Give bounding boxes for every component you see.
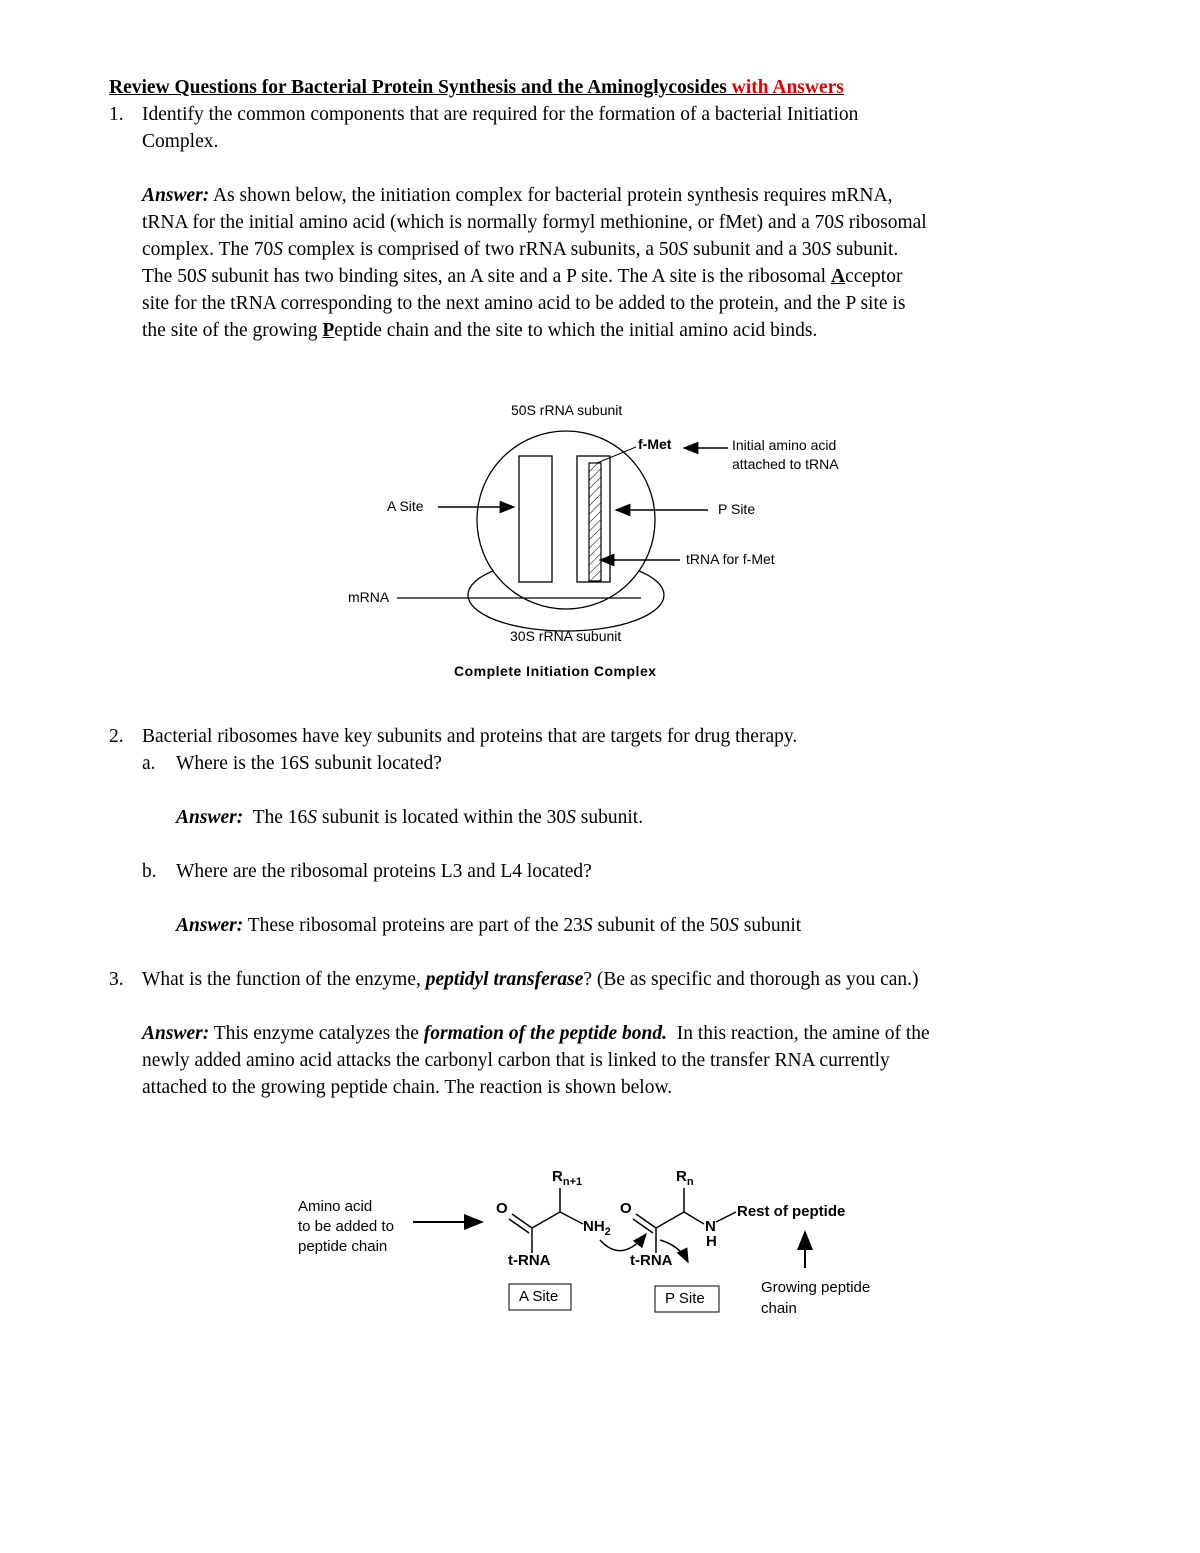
q2a-answer — [176, 804, 643, 831]
answer-text: eptide chain and the site to which the initial amino acid binds. — [334, 320, 818, 341]
r-symbol: R — [676, 1168, 687, 1185]
q2-number: 2. — [109, 726, 124, 747]
label-nh2 — [583, 1218, 611, 1238]
r-subscript: n+1 — [562, 1176, 583, 1188]
answer-italic: S — [821, 239, 832, 260]
q2b-question: Where are the ribosomal proteins L3 and L4 located? — [176, 861, 592, 882]
peptidyl-transferase: peptidyl transferase — [425, 969, 584, 990]
label-amino-3: peptide chain — [298, 1238, 388, 1255]
answer-text: In this reaction, the amine of the — [667, 1023, 930, 1044]
bond — [532, 1212, 560, 1228]
trna-fmet-shape — [589, 463, 601, 581]
q1-number: 1. — [109, 104, 124, 125]
label-growing-2: chain — [761, 1300, 797, 1317]
q3-question — [142, 966, 919, 993]
label-initial-2: attached to tRNA — [732, 456, 839, 472]
answer-italic: S — [273, 239, 283, 260]
answer-text: As shown below, the initiation complex for bacterial protein synthesis requires mRNA, — [209, 185, 893, 206]
label-trna-2: t-RNA — [630, 1252, 673, 1269]
title-main: Review Questions for Bacterial Protein Synthesis and the Aminoglycosides — [109, 77, 727, 98]
answer-label: Answer: — [176, 807, 244, 828]
answer-text: tRNA for the initial amino acid (which is normally formyl methionine, or fMet) and a 70 — [142, 212, 835, 233]
answer-italic: S — [678, 239, 689, 260]
answer-italic: S — [729, 915, 739, 936]
answer-italic: S — [566, 807, 576, 828]
label-trna-1: t-RNA — [508, 1252, 551, 1269]
bond — [636, 1214, 656, 1228]
q2b-letter: b. — [142, 861, 157, 882]
r-symbol: R — [552, 1168, 563, 1185]
label-amino-1: Amino acid — [298, 1198, 373, 1215]
answer-text: the site of the growing — [142, 320, 323, 341]
question-text: What is the function of the enzyme, — [142, 969, 426, 990]
label-fmet: f-Met — [638, 436, 672, 452]
answer-text: cceptor — [845, 266, 903, 287]
peptide-underline: P — [322, 320, 335, 341]
q3-number: 3. — [109, 969, 124, 990]
label-trna-fmet: tRNA for f-Met — [686, 551, 775, 567]
answer-text: The 50 — [142, 266, 197, 287]
answer-text: subunit has two binding sites, an A site and a P site. The A site is the ribosomal — [206, 266, 831, 287]
bond — [509, 1219, 529, 1233]
answer-text: These ribosomal proteins are part of the 23 — [243, 915, 583, 936]
label-30s: 30S rRNA subunit — [510, 628, 622, 644]
label-n: N — [705, 1218, 716, 1235]
nh-symbol: NH — [583, 1218, 605, 1235]
question-text: ? (Be as specific and thorough as you can.) — [583, 969, 919, 990]
label-initial-1: Initial amino acid — [732, 437, 837, 453]
label-growing-1: Growing peptide — [761, 1279, 871, 1296]
answer-text: subunit — [738, 915, 802, 936]
answer-text: subunit and a 30 — [688, 239, 822, 260]
acceptor-underline: A — [830, 266, 846, 287]
answer-italic: S — [307, 807, 318, 828]
q2a-question: Where is the 16S subunit located? — [176, 753, 442, 774]
label-a-site: A Site — [387, 498, 424, 514]
bond — [716, 1212, 736, 1222]
nh-subscript: 2 — [604, 1226, 611, 1238]
answer-text: This enzyme catalyzes the — [209, 1023, 424, 1044]
bond — [633, 1219, 653, 1233]
q1-answer-line5: site for the tRNA corresponding to the next amino acid to be added to the protein, and the P site is — [142, 293, 906, 314]
q3-answer-line1 — [142, 1020, 930, 1047]
answer-label: Answer: — [142, 185, 210, 206]
r-subscript: n — [686, 1176, 694, 1188]
a-site-shape — [519, 456, 552, 582]
q2-question: Bacterial ribosomes have key subunits and proteins that are targets for drug therapy. — [142, 726, 798, 747]
answer-text: ribosomal — [843, 212, 927, 233]
q3-answer-line3: attached to the growing peptide chain. The reaction is shown below. — [142, 1077, 673, 1098]
q2b-answer — [176, 912, 801, 939]
answer-italic: S — [834, 212, 844, 233]
answer-italic: S — [196, 266, 207, 287]
label-r-n1 — [552, 1168, 582, 1188]
label-h: H — [706, 1233, 717, 1250]
label-amino-2: to be added to — [298, 1218, 394, 1235]
q3-answer-line2: newly added amino acid attacks the carbonyl carbon that is linked to the transfer RNA currently — [142, 1050, 890, 1071]
answer-text: complex is comprised of two rRNA subunits, a 50 — [283, 239, 679, 260]
peptide-bond-emphasis: formation of the peptide bond. — [423, 1023, 668, 1044]
label-box-a-site: A Site — [519, 1288, 559, 1305]
bond — [512, 1214, 532, 1228]
label-50s: 50S rRNA subunit — [511, 402, 623, 418]
label-p-site: P Site — [718, 501, 756, 517]
answer-text: subunit is located within the 30 — [317, 807, 567, 828]
answer-label: Answer: — [142, 1023, 210, 1044]
diagram1-caption: Complete Initiation Complex — [454, 663, 657, 679]
50s-subunit-shape — [477, 431, 655, 609]
answer-text: complex. The 70 — [142, 239, 274, 260]
label-r-n — [676, 1168, 694, 1188]
q2a-letter: a. — [142, 753, 156, 774]
answer-text: subunit. — [831, 239, 899, 260]
answer-text: subunit of the 50 — [592, 915, 730, 936]
answer-label: Answer: — [176, 915, 244, 936]
label-o-2: O — [620, 1200, 632, 1217]
answer-italic: S — [582, 915, 593, 936]
bond — [560, 1212, 583, 1224]
label-mrna: mRNA — [348, 589, 390, 605]
q1-question-line2: Complex. — [142, 131, 219, 152]
answer-text: The 16 — [243, 807, 308, 828]
bond — [684, 1212, 704, 1224]
label-o-1: O — [496, 1200, 508, 1217]
label-box-p-site: P Site — [665, 1290, 705, 1307]
answer-text: subunit. — [575, 807, 644, 828]
bond — [656, 1212, 684, 1228]
label-rest-of-peptide: Rest of peptide — [737, 1203, 846, 1220]
q1-question-line1: Identify the common components that are required for the formation of a bacterial Initiation — [142, 104, 859, 125]
title-answers: with Answers — [731, 77, 844, 98]
